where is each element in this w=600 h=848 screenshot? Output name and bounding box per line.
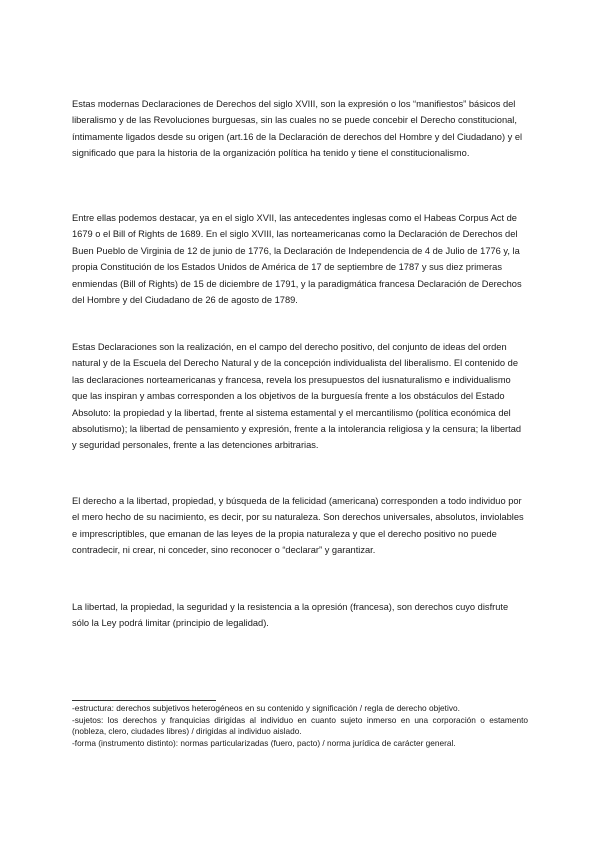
paragraph-derechos-universales: El derecho a la libertad, propiedad, y búsqueda de la felicidad (americana) corresponden a todo individuo por el mero hecho de su nacimiento, es decir, por su naturaleza. Son derechos universales, absolutos, inviolables e imprescriptibles, que emanan de las leyes de la propia naturaleza y que el derecho positivo no puede contradecir, ni crear, ni conceder, sino reconocer o “declarar” y garantizar. <box>72 496 524 556</box>
footnote-divider <box>72 700 216 701</box>
paragraph-principio-legalidad: La libertad, la propiedad, la seguridad y la resistencia a la opresión (francesa), son derechos cuyo disfrute sólo la Ley podrá limitar (principio de legalidad). <box>72 602 509 629</box>
footnote-sujetos: -sujetos: los derechos y franquicias dirigidas al individuo en cuanto sujeto inmerso en una corporación o estamento (nobleza, clero, ciudades libres) / dirigidas al individuo aislado. <box>72 714 528 737</box>
footnote-estructura: -estructura: derechos subjetivos heterogéneos en su contenido y significación / regla de derecho objetivo. <box>72 703 460 713</box>
footnote-forma: -forma (instrumento distinto): normas particularizadas (fuero, pacto) / norma jurídica de carácter general. <box>72 737 456 748</box>
paragraph-derecho-positivo: Estas Declaraciones son la realización, en el campo del derecho positivo, del conjunto de ideas del orden natural y de la Escuela del Derecho Natural y de la concepción individualista del liberalismo. El contenido de las declaraciones norteamericanas y francesa, revela los presupuestos del iusnaturalismo e individualismo que las inspiran y ambas corresponden a los objetivos de la burguesía frente a los obstáculos del Estado Absoluto: la propiedad y la libertad, frente al sistema estamental y el mercantilismo (política económica del absolutismo); la libertad de pensamiento y expresión, frente a la intolerancia religiosa y la censura; la libertad y seguridad personales, frente a las detenciones arbitrarias. <box>72 342 522 451</box>
paragraph-antecedentes: Entre ellas podemos destacar, ya en el siglo XVII, las antecedentes inglesas como el Habeas Corpus Act de 1679 o el Bill of Rights de 1689. En el siglo XVIII, las norteamericanas como la Declaración de Derechos del Buen Pueblo de Virginia de 12 de junio de 1776, la Declaración de Independencia de 4 de Julio de 1776 y, la propia Constitución de los Estados Unidos de América de 17 de septiembre de 1787 y sus diez primeras enmiendas (Bill of Rights) de 15 de diciembre de 1791, y la paradigmática francesa Declaración de Derechos del Hombre y del Ciudadano de 26 de agosto de 1789. <box>72 213 522 306</box>
paragraph-declaraciones-siglo-xviii: Estas modernas Declaraciones de Derechos del siglo XVIII, son la expresión o los “manifiestos” básicos del liberalismo y de las Revoluciones burguesas, sin las cuales no se puede concebir el Derecho constitucional, íntimamente ligados desde su origen (art.16 de la Declaración de derechos del Hombre y del Ciudadano) y el significado que para la historia de la organización política ha tenido y tiene el constitucionalismo. <box>72 99 523 159</box>
footnotes <box>72 703 528 749</box>
